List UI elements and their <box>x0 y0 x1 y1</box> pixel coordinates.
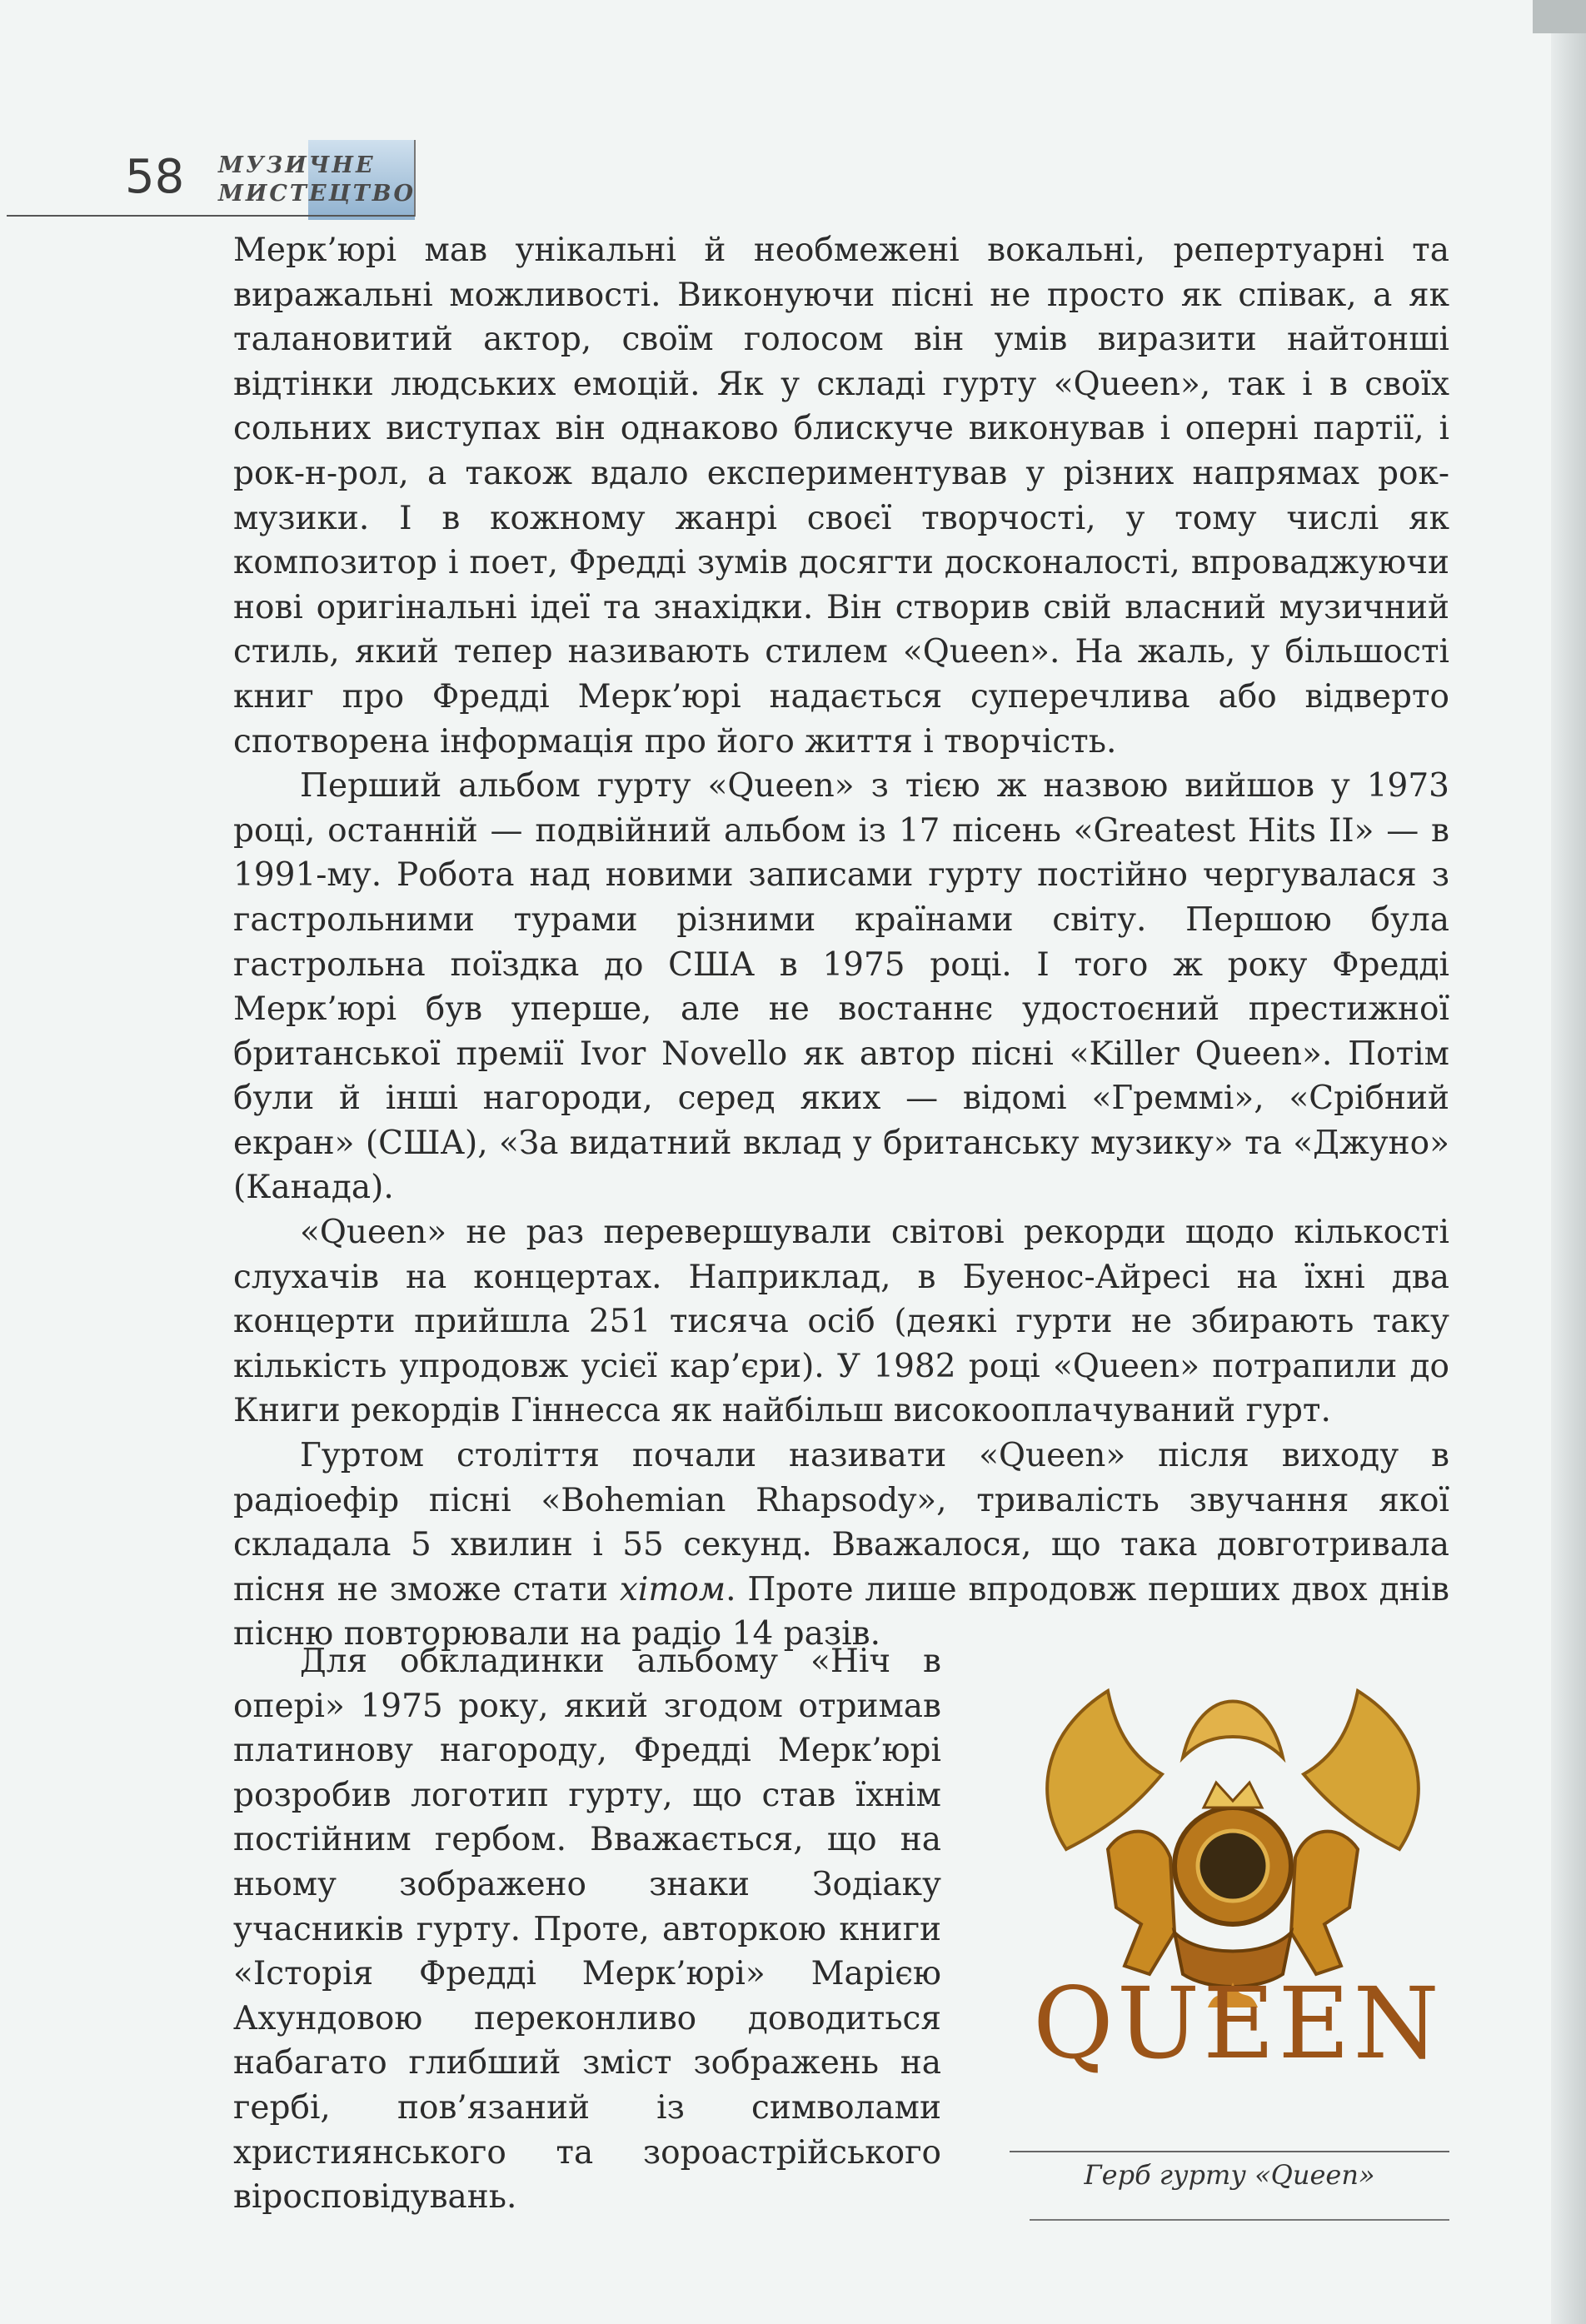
header-vertical-rule <box>414 140 416 217</box>
right-lion <box>1291 1832 1358 1974</box>
paragraph-4-part1: Гуртом століття почали називати «Queen» після виходу в радіоефір пісні «Bohemian Rhapsody», тривалість звучання якої складала 5 хвилин і 55 секунд. Вважалося, що така довготривала пісня не зможе стати <box>233 1437 1449 1608</box>
paragraph-5: Для обкладинки альбому «Ніч в опері» 1975 року, який згодом отримав платинову нагороду, Фредді Мерк’юрі розробив логотип гурту, що став їхнім постійним гербом. Вважається, що на ньому зображено знаки Зодіаку учасників гурту. Проте, авторкою книги «Історія Фредді Мерк’юрі» Марією Ахундовою переконливо доводиться набагато глибший зміст зображень на гербі, пов’язаний із символами християнського та зороастрійського віросповідувань. <box>233 1643 941 2217</box>
right-wing <box>1304 1691 1419 1849</box>
top-wing <box>1183 1702 1283 1758</box>
header-rule <box>7 215 415 217</box>
paragraph-3: «Queen» не раз перевершували світові рекорди щодо кількості слухачів на концертах. Наприклад, в Буенос-Айресі на їхні два концерти прийшла 251 тисяча осіб (деякі гурти не збирають таку кількість упродовж усієї кар’єри). У 1982 році «Queen» потрапили до Книги рекордів Гіннесса як найбільш високооплачуваний гурт. <box>233 1214 1449 1430</box>
section-title-line2: МИСТЕЦТВО <box>218 181 416 207</box>
wrapped-text <box>233 1639 941 2220</box>
paragraph-2: Перший альбом гурту «Queen» з тією ж назвою вийшов у 1973 році, останній — подвійний альбом із 17 пісень «Greatest Hits II» — в 1991-му. Робота над новими записами гурту постійно чергувалася з гастрольними турами різними країнами світу. Першою була гастрольна поїздка до США в 1975 році. І того ж року Фредді Мерк’юрі був уперше, але не востаннє удостоєний престижної британської премії Ivor Novello як автор пісні «Killer Queen». Потім були й інші нагороди, серед яких — відомі «Греммі», «Срібний екран» (США), «За видатний вклад у британську музику» та «Джуно» (Канада). <box>233 767 1449 1207</box>
figure-caption: Герб гурту «Queen» <box>1084 2159 1375 2191</box>
left-wing <box>1047 1691 1162 1849</box>
emphasized-term: хітом <box>619 1570 726 1608</box>
paragraph-4-part2: . Проте лише впродовж перших двох днів пісню повторювали на радіо 14 разів. <box>233 1570 1450 1653</box>
corner-shade <box>1533 0 1586 33</box>
caption-rule-bottom <box>1030 2219 1449 2221</box>
main-text <box>233 228 1449 1657</box>
page-number: 58 <box>125 150 185 204</box>
page-header <box>0 125 500 225</box>
paragraph-1: Мерк’юрі мав унікальні й необмежені вокальні, репертуарні та виражальні можливості. Виконуючи пісні не просто як співак, а як талановитий актор, своїм голосом він умів виразити найтонші відтінки людських емоцій. Як у складі гурту «Queen», так і в своїх сольних виступах він однаково блискуче виконував і оперні партії, і рок-н-рол, а також вдало експериментував у різних напрямах рок-музики. І в кожному жанрі своєї творчості, у тому числі як композитор і поет, Фредді зумів досягти досконалості, впроваджуючи нові оригінальні ідеї та знахідки. Він створив свій власний музичний стиль, який тепер називають стилем «Queen». На жаль, у більшості книг про Фредді Мерк’юрі надається суперечлива або відверто спотворена інформація про його життя і творчість. <box>233 232 1449 761</box>
crown <box>1204 1783 1262 1808</box>
logo-wordmark: QUEEN <box>1033 1966 1443 2081</box>
page-edge <box>1551 0 1586 2324</box>
left-lion <box>1108 1832 1175 1974</box>
section-title <box>218 152 418 208</box>
section-title-line1: МУЗИЧНЕ <box>218 152 376 178</box>
crest-inner <box>1198 1831 1268 1901</box>
caption-rule-top <box>1010 2151 1449 2152</box>
paragraph-4 <box>233 1434 1449 1657</box>
